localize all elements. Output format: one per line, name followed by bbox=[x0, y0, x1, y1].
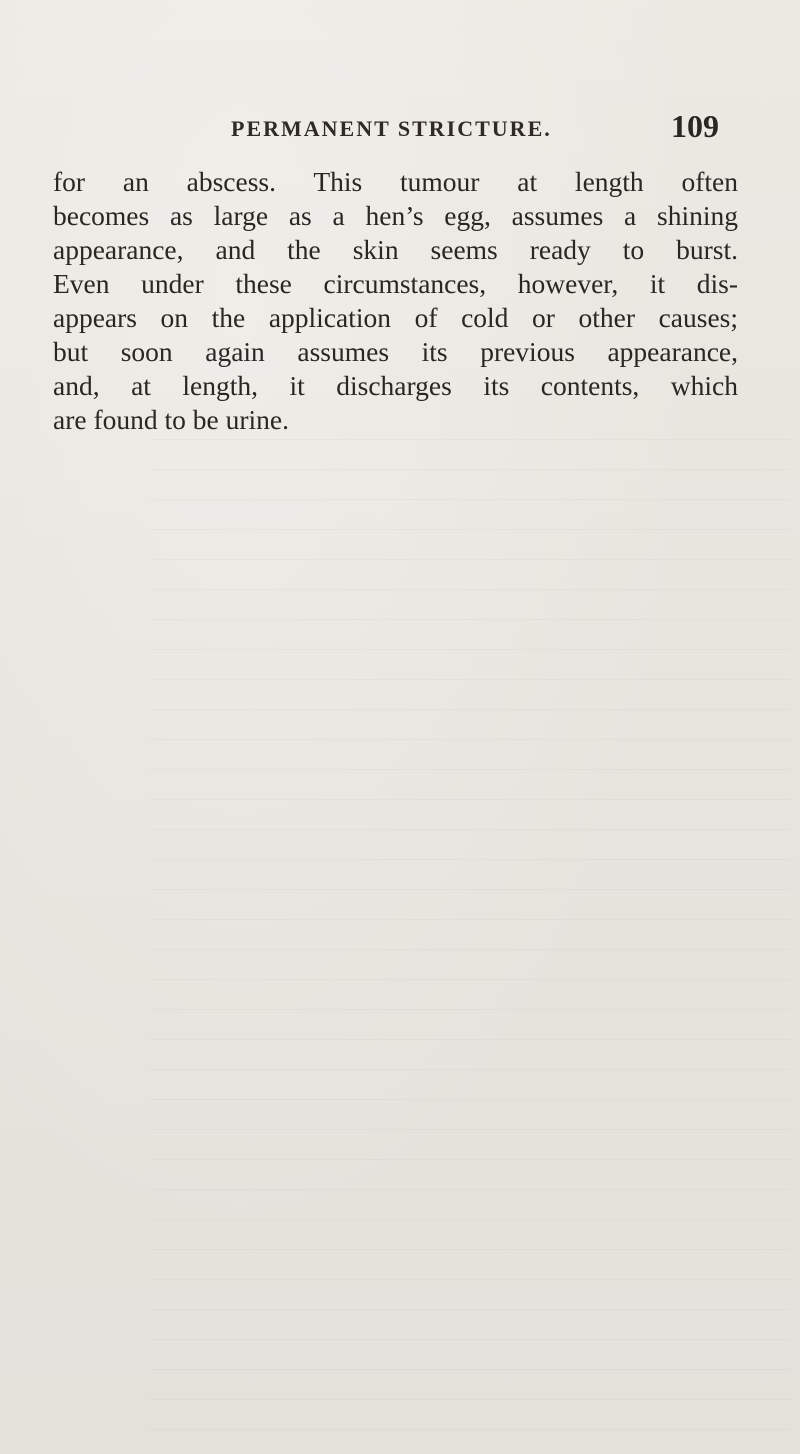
text-line: are found to be urine. bbox=[53, 404, 289, 435]
text-line: but soon again assumes its previous appearance, bbox=[53, 336, 738, 367]
body-paragraph bbox=[53, 165, 738, 437]
text-line: Even under these circumstances, however, it dis- bbox=[53, 268, 738, 299]
text-line: and, at length, it discharges its contents, which bbox=[53, 370, 738, 401]
text-line: for an abscess. This tumour at length often bbox=[53, 166, 738, 197]
page-number: 109 bbox=[671, 108, 719, 144]
show-through-texture bbox=[150, 430, 790, 1430]
text-line: appearance, and the skin seems ready to burst. bbox=[53, 234, 738, 265]
text-line: becomes as large as a hen’s egg, assumes a shining bbox=[53, 200, 738, 231]
text-line: appears on the application of cold or other causes; bbox=[53, 302, 738, 333]
running-head: PERMANENT STRICTURE. bbox=[231, 116, 552, 141]
page-header bbox=[231, 108, 719, 148]
